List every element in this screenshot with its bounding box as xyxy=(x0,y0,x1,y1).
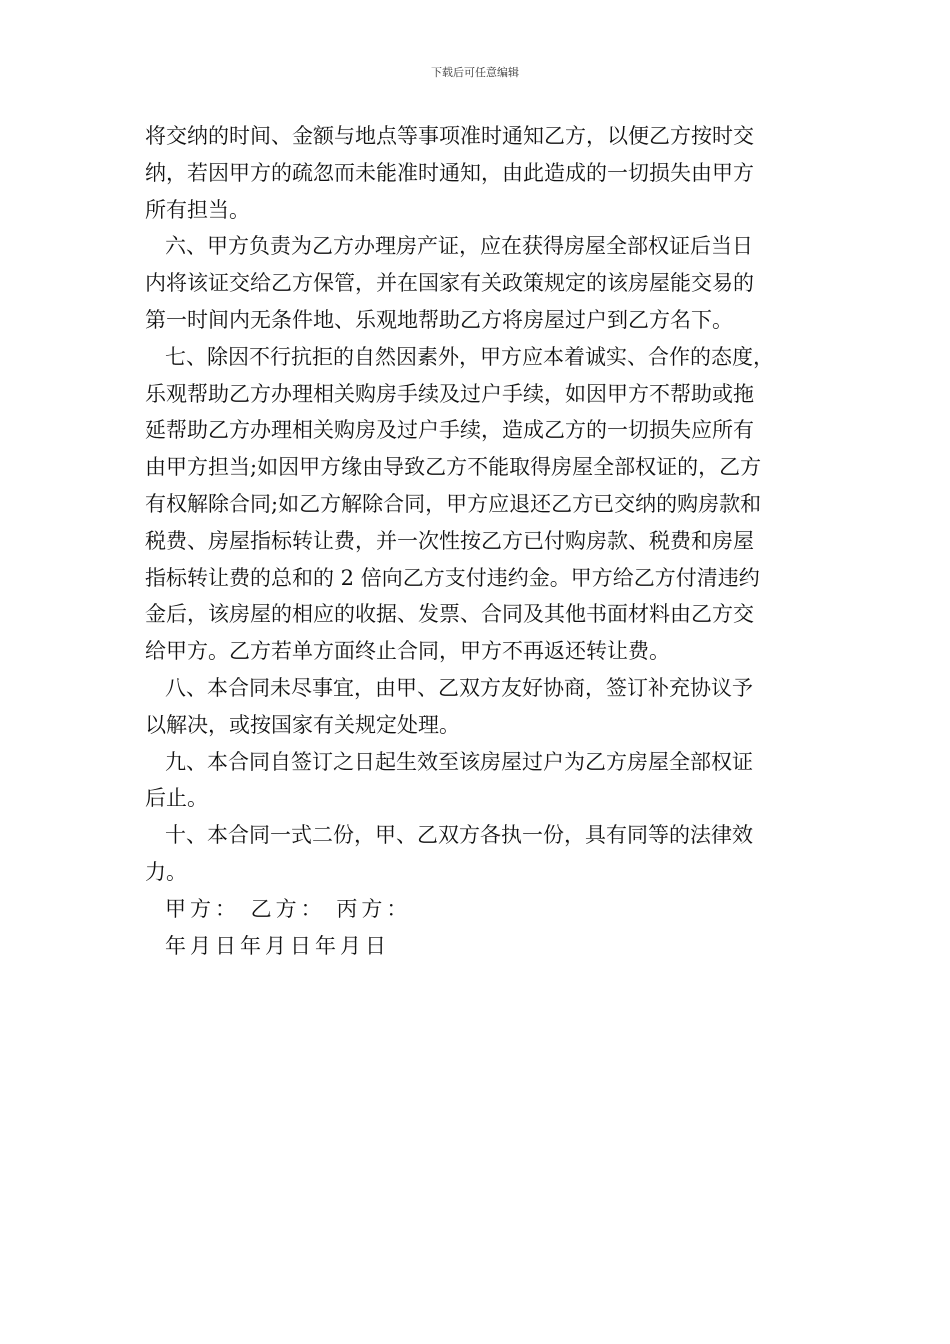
clause-7-start: 七、除因不行抗拒的自然因素外，甲方应本着诚实、合作的态度， xyxy=(165,344,774,369)
text-line: 第一时间内无条件地、乐观地帮助乙方将房屋过户到乙方名下。 xyxy=(145,307,733,332)
text-line: 有权解除合同;如乙方解除合同，甲方应退还乙方已交纳的购房款和 xyxy=(145,491,762,516)
text-line: 指标转让费的总和的 2 倍向乙方支付违约金。甲方给乙方付清违约 xyxy=(145,565,760,590)
text-line: 金后，该房屋的相应的收据、发票、合同及其他书面材料由乙方交 xyxy=(145,602,754,627)
text-line: 延帮助乙方办理相关购房及过户手续，造成乙方的一切损失应所有 xyxy=(145,418,754,443)
text-line: 所有担当。 xyxy=(145,197,250,222)
clause-8-start: 八、本合同未尽事宜，由甲、乙双方友好协商，签订补充协议予 xyxy=(165,675,753,700)
text-line: 将交纳的时间、金额与地点等事项准时通知乙方，以便乙方按时交 xyxy=(145,124,754,148)
text-line: 乐观帮助乙方办理相关购房手续及过户手续，如因甲方不帮助或拖 xyxy=(145,381,754,406)
text-line: 力。 xyxy=(145,859,187,884)
text-line: 后止。 xyxy=(145,786,208,811)
clause-6-start: 六、甲方负责为乙方办理房产证，应在获得房屋全部权证后当日 xyxy=(165,234,753,259)
text-line: 给甲方。乙方若单方面终止合同，甲方不再返还转让费。 xyxy=(145,639,670,664)
signature-parties: 甲方： 乙方： 丙方： xyxy=(165,896,412,921)
text-line: 由甲方担当;如因甲方缘由导致乙方不能取得房屋全部权证的，乙方 xyxy=(145,455,762,480)
clause-9-start: 九、本合同自签订之日起生效至该房屋过户为乙方房屋全部权证 xyxy=(165,749,753,774)
text-line: 内将该证交给乙方保管，并在国家有关政策规定的该房屋能交易的 xyxy=(145,271,754,296)
signature-dates: 年月日年月日年月日 xyxy=(165,933,390,958)
text-line: 纳，若因甲方的疏忽而未能准时通知，由此造成的一切损失由甲方 xyxy=(145,160,754,185)
text-line: 税费、房屋指标转让费，并一次性按乙方已付购房款、税费和房屋 xyxy=(145,528,754,553)
clause-10-start: 十、本合同一式二份，甲、乙双方各执一份，具有同等的法律效 xyxy=(165,823,753,848)
text-line: 以解决，或按国家有关规定处理。 xyxy=(145,712,460,737)
contract-body xyxy=(145,118,807,964)
page-header-note: 下载后可任意编辑 xyxy=(431,66,519,79)
